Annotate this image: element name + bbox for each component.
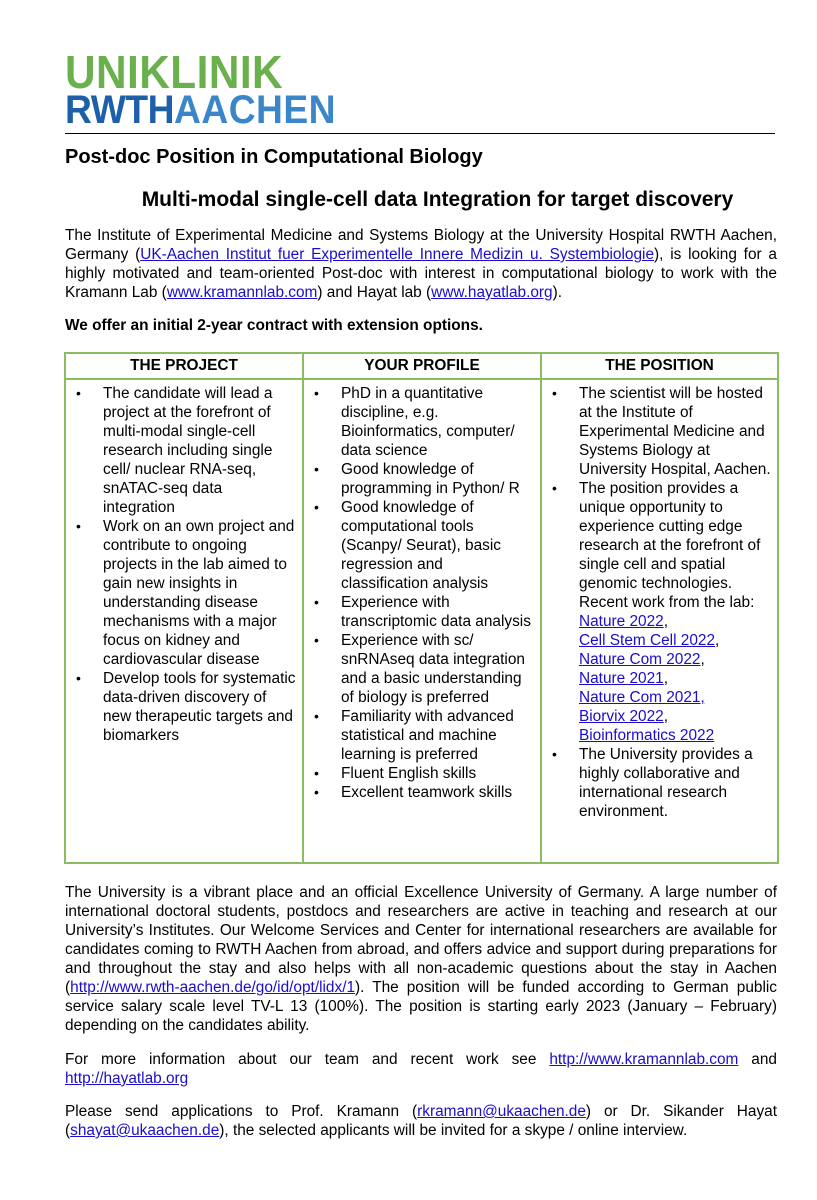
- list-item: • Good knowledge of computational tools (Scanpy/ Seurat), basic regression and classification analysis: [314, 499, 501, 592]
- list-item: • Work on an own project and contribute to ongoing projects in the lab aimed to gain new insights in understanding disease mechanisms with a major focus on kidney and cardiovascular disease: [76, 518, 295, 668]
- page-subtitle: Multi-modal single-cell data Integration for target discovery: [141, 188, 734, 211]
- list-item: • Fluent English skills: [314, 765, 477, 782]
- header-position: THE POSITION: [605, 357, 714, 374]
- header-profile: YOUR PROFILE: [364, 357, 480, 374]
- list-item: • Experience with transcriptomic data analysis: [314, 594, 531, 630]
- position-column: [542, 384, 774, 821]
- logo-rwth-aachen-text: RWTHAACHEN: [65, 88, 336, 132]
- list-item: • Excellent teamwork skills: [314, 784, 513, 801]
- offer-statement: We offer an initial 2-year contract with extension options.: [65, 317, 483, 334]
- publication-link[interactable]: Nature 2021: [579, 670, 664, 687]
- header-divider: [65, 133, 775, 134]
- publication-link[interactable]: Nature Com 2022: [579, 651, 701, 668]
- hayatlab-url-link[interactable]: http://hayatlab.org: [65, 1070, 189, 1087]
- application-paragraph: Please send applications to Prof. Kramann (rkramann@ukaachen.de) or Dr. Sikander Hayat (shayat@ukaachen.de), the selected applicants will be invited for a skype / online interview.: [65, 1103, 777, 1139]
- list-item: • Good knowledge of programming in Python/ R: [314, 461, 520, 497]
- list-item: • Experience with sc/ snRNAseq data integration and a basic understanding of biology is preferred: [314, 632, 525, 706]
- publication-link[interactable]: Bioinformatics 2022: [579, 727, 715, 744]
- kramannlab-link[interactable]: www.kramannlab.com: [166, 284, 318, 301]
- project-column: [66, 384, 298, 745]
- publication-link[interactable]: Nature 2022: [579, 613, 664, 630]
- hayatlab-link[interactable]: www.hayatlab.org: [431, 284, 553, 301]
- intro-paragraph: The Institute of Experimental Medicine and Systems Biology at the University Hospital RWTH Aachen, Germany (UK-Aachen Institut fuer Experimentelle Innere Medizin u. Systembiologie), is looking for a highly motivated and team-oriented Post-doc with interest in computational biology to work with the Kramann Lab (www.kramannlab.com) and Hayat lab (www.hayatlab.org).: [65, 227, 777, 301]
- list-item: • The scientist will be hosted at the Institute of Experimental Medicine and Systems Biology at University Hospital, Aachen.: [552, 385, 771, 478]
- logo-uniklinik-text: UNIKLINIK: [65, 46, 284, 98]
- list-item: • Familiarity with advanced statistical and machine learning is preferred: [314, 708, 514, 763]
- positions-table: [64, 352, 779, 864]
- profile-column: [304, 384, 534, 802]
- institute-link[interactable]: UK-Aachen Institut fuer Experimentelle Innere Medizin u. Systembiologie: [140, 246, 655, 263]
- university-paragraph: The University is a vibrant place and an official Excellence University of Germany. A large number of international doctoral students, postdocs and researchers are active in teaching and research at our University’s Institutes. Our Welcome Services and Center for international researchers are available for candidates coming to RWTH Aachen from abroad, and offers advice and support during preparations for and throughout the stay and also helps with all non-academic questions about the stay in Aachen (http://www.rwth-aachen.de/go/id/opt/lidx/1). The position will be funded according to German public service salary scale level TV-L 13 (100%). The position is starting early 2023 (January – February) depending on the candidates ability.: [65, 884, 777, 1034]
- uniklinik-logo: [65, 46, 356, 132]
- header-project: THE PROJECT: [130, 357, 238, 374]
- hayat-email-link[interactable]: shayat@ukaachen.de: [70, 1122, 220, 1139]
- list-item: • The position provides a unique opportunity to experience cutting edge research at the forefront of single cell and spatial genomic technologies. Recent work from the lab: Nature 2022, Cell Stem Cell 2022, Nature Com 2022, Nature 2021, Nature Com 2021, Biorvix 2022, Bioinformatics 2022: [552, 480, 761, 744]
- list-item: • The candidate will lead a project at the forefront of multi-modal single-cell research including single cell/ nuclear RNA-seq, snATAC-seq data integration: [76, 385, 273, 516]
- table-header-divider: [66, 378, 777, 380]
- publication-link[interactable]: Cell Stem Cell 2022: [579, 632, 716, 649]
- more-info-paragraph: For more information about our team and recent work see http://www.kramannlab.com and http://hayatlab.org: [65, 1051, 777, 1087]
- list-item: • Develop tools for systematic data-driven discovery of new therapeutic targets and biomarkers: [76, 670, 296, 744]
- kramannlab-url-link[interactable]: http://www.kramannlab.com: [549, 1051, 739, 1068]
- page-title: Post-doc Position in Computational Biology: [65, 146, 483, 168]
- publication-link[interactable]: Nature Com 2021,: [579, 689, 705, 706]
- list-item: • PhD in a quantitative discipline, e.g. Bioinformatics, computer/ data science: [314, 385, 515, 459]
- publication-link[interactable]: Biorvix 2022: [579, 708, 664, 725]
- list-item: • The University provides a highly collaborative and international research environment.: [552, 746, 753, 820]
- rwth-welcome-link[interactable]: http://www.rwth-aachen.de/go/id/opt/lidx/1: [70, 979, 356, 996]
- kramann-email-link[interactable]: rkramann@ukaachen.de: [417, 1103, 586, 1120]
